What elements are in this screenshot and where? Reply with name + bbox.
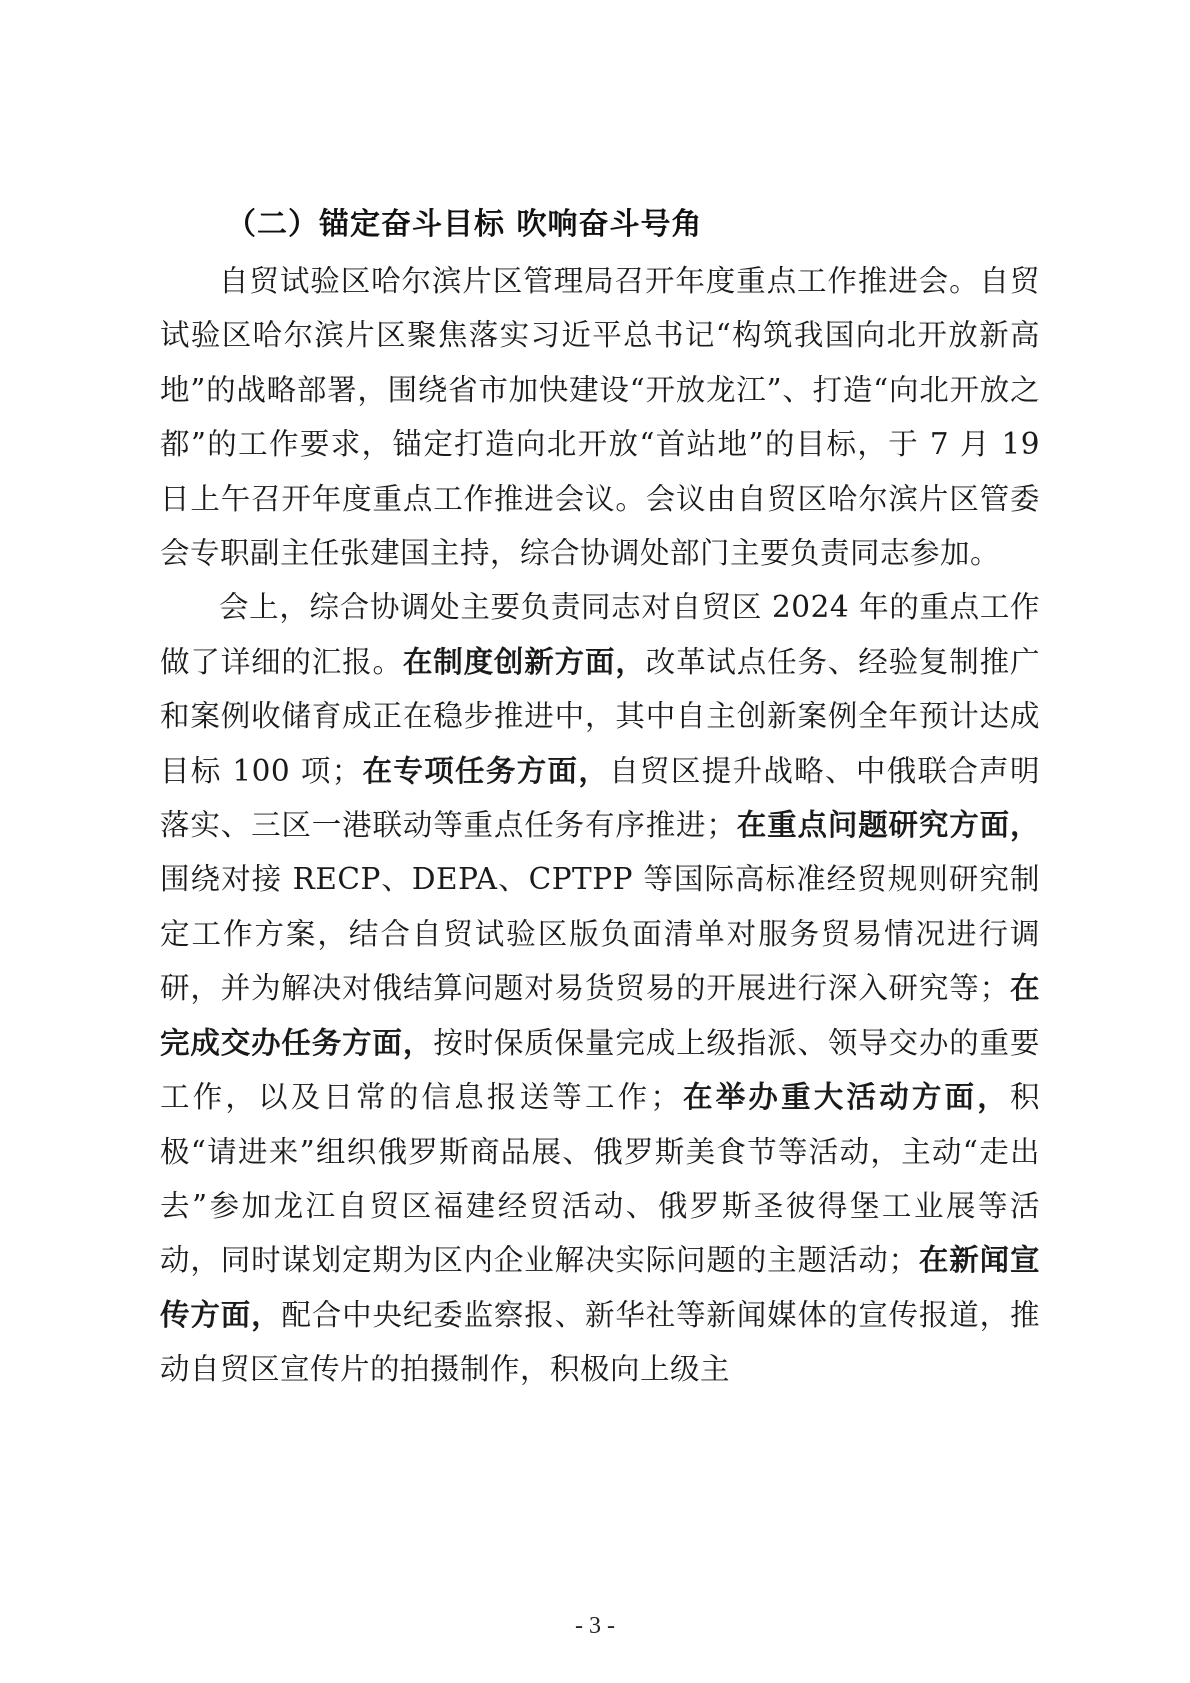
emphasis-major-events: 在举办重大活动方面， <box>680 1080 1010 1115</box>
emphasis-special-tasks: 在专项任务方面， <box>361 753 610 788</box>
document-body <box>160 198 1040 1397</box>
text-special-tasks: 自贸区提升战略、中俄联合声明落实、三区一港联动等重点任务有序推进； <box>160 753 1040 843</box>
page-number: - 3 - <box>575 1613 615 1639</box>
text-major-events: 积极“请进来”组织俄罗斯商品展、俄罗斯美食节等活动，主动“走出去”参加龙江自贸区福建经贸活动、俄罗斯圣彼得堡工业展等活动，同时谋划定期为区内企业解决实际问题的主题活动； <box>160 1080 1040 1278</box>
text-assigned-tasks: 按时保质保量完成上级指派、领导交办的重要工作，以及日常的信息报送等工作； <box>160 1025 1040 1115</box>
paragraph-meeting-summary: 自贸试验区哈尔滨片区管理局召开年度重点工作推进会。自贸试验区哈尔滨片区聚焦落实习近平总书记“构筑我国向北开放新高地”的战略部署，围绕省市加快建设“开放龙江”、打造“向北开放之都”的工作要求，锚定打造向北开放“首站地”的目标，于 7 月 19 日上午召开年度重点工作推进会议。会议由自贸区哈尔滨片区管委会专职副主任张建国主持，综合协调处部门主要负责同志参加。 <box>160 264 1040 571</box>
emphasis-institutional-innovation: 在制度创新方面， <box>402 644 646 679</box>
text-institutional-innovation: 改革试点任务、经验复制推广和案例收储育成正在稳步推进中，其中自主创新案例全年预计达成目标 100 项； <box>160 644 1040 788</box>
text-key-issue-research: 围绕对接 RECP、DEPA、CPTPP 等国际高标准经贸规则研究制定工作方案，结合自贸试验区版负面清单对服务贸易情况进行调研，并为解决对俄结算问题对易货贸易的开展进行深入研究等； <box>160 862 1040 1006</box>
section-heading: （二）锚定奋斗目标 吹响奋斗号角 <box>226 207 703 242</box>
emphasis-assigned-tasks: 在完成交办任务方面， <box>160 971 1040 1060</box>
text-news-publicity: 配合中央纪委监察报、新华社等新闻媒体的宣传报道，推动自贸区宣传片的拍摄制作，积极向上级主 <box>160 1297 1040 1387</box>
report-intro: 会上，综合协调处主要负责同志对自贸区 2024 年的重点工作做了详细的汇报。 <box>160 590 1040 679</box>
emphasis-news-publicity: 在新闻宣传方面， <box>160 1243 1040 1332</box>
emphasis-key-issue-research: 在重点问题研究方面， <box>736 808 1040 843</box>
paragraph-work-report <box>160 580 1040 1396</box>
